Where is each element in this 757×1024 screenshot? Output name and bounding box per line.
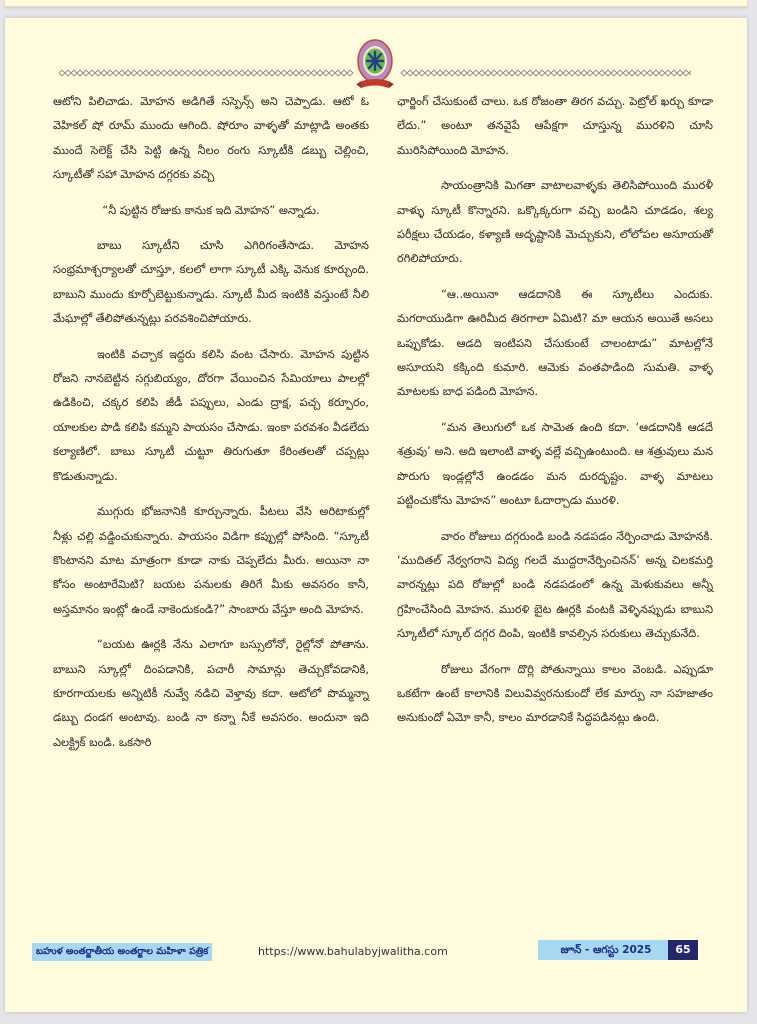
ornament-link xyxy=(605,70,611,76)
paragraph: రోజులు వేగంగా దొర్లి పోతున్నాయి కాలం వెంబడి. ఎప్పుడూ ఒకటేగా ఉంటే కాలానికి విలువివ్వరనుకుందో లేక మార్పు నా సహజాతం అనుకుందో ఏమో కానీ, కాలం మారడానికే సిద్ధపడినట్లు ఉంది. xyxy=(397,662,713,725)
ornament-link xyxy=(89,70,95,76)
ornament-link xyxy=(251,70,257,76)
paragraph: వారం రోజులు దగ్గరుండి బండి నడపడం నేర్పించాడు మోహనకి. ‘ముదితల్ నేర్వగరాని విద్య గలదే ముద్దరానేర్పించినన్’ అన్న చిలకమర్తి వారన్నట్లు పది రోజుల్లో బండి నడపడంలో ఉన్న మెళుకువలు అన్నీ గ్రహించేసింది మోహన. మురళి బైట ఊర్లకి వంటకి వెళ్ళినప్పుడు బాబుని స్కూటీలో స్కూల్ దగ్గర దింపి, ఇంటికి కావల్సిన సరుకులు తెచ్చుకునేది. xyxy=(397,529,713,641)
ornament-link xyxy=(65,70,71,76)
ornament-link xyxy=(671,70,677,76)
ornament-link xyxy=(515,70,521,76)
ornament-link xyxy=(503,70,509,76)
paragraph: సాయంత్రానికి మిగతా వాటాలవాళ్ళకు తెలిసిపోయింది మురళీ వాళ్ళు స్కూటీ కొన్నారని. ఒక్కొక్కరుగా వచ్చి బండిని చూడడం, శల్య పరీక్షలు చేయడం, కళ్యాణి అదృష్టానికి మెచ్చుకుని, లోలోపల అసూయతో రగిలిపోయారు. xyxy=(397,179,713,266)
ornament-link xyxy=(245,70,251,76)
ornament-link xyxy=(233,70,239,76)
ornament-link xyxy=(203,70,209,76)
ornament-link xyxy=(581,70,587,76)
ornament-link xyxy=(677,70,683,76)
ornament-link xyxy=(647,70,653,76)
ornament-link xyxy=(665,70,671,76)
magazine-page xyxy=(5,18,747,1012)
ornament-link xyxy=(221,70,227,76)
left-text-column xyxy=(53,90,369,766)
ornament-link xyxy=(563,70,569,76)
ornament-link xyxy=(173,70,179,76)
paragraph-dialogue: “నీ పుట్టిన రోజుకు కానుక ఇది మోహన” అన్నాడు. xyxy=(102,203,320,217)
ornament-link xyxy=(191,70,197,76)
ornament-link xyxy=(143,70,149,76)
ornament-link xyxy=(119,70,125,76)
ornament-link xyxy=(131,70,137,76)
ornament-link xyxy=(305,70,311,76)
magazine-emblem-icon xyxy=(353,36,397,92)
ornament-link xyxy=(473,70,479,76)
ornament-link xyxy=(449,70,455,76)
ornament-link xyxy=(257,70,263,76)
ornament-link xyxy=(155,70,161,76)
ornament-link xyxy=(569,70,575,76)
ornament-link xyxy=(113,70,119,76)
ornament-link xyxy=(545,70,551,76)
paragraph: ఆటోని పిలిచాడు. మోహన అడిగితే సస్పెన్స్ అని చెప్పాడు. ఆటో ఓ వెహికల్ షో రూమ్ ముందు ఆగింది. షోరూం వాళ్ళతో మాట్లాడి అంతకు ముందే సెలెక్ట్ చేసి పెట్టి ఉన్న నీలం రంగు స్కూటీకి డబ్బు చెల్లించి, స్కూటీతో సహా మోహన దగ్గరకు వచ్చి xyxy=(53,95,369,182)
previous-page-edge xyxy=(5,0,747,7)
website-url[interactable]: https://www.bahulabyjwalitha.com xyxy=(258,945,448,958)
ornament-link xyxy=(455,70,461,76)
ornament-link xyxy=(599,70,605,76)
ornament-link xyxy=(401,70,407,76)
ornament-link xyxy=(527,70,533,76)
right-text-column xyxy=(397,90,713,742)
ornament-link xyxy=(197,70,203,76)
ornament-link xyxy=(269,70,275,76)
ornament-link xyxy=(95,70,101,76)
ornament-link xyxy=(539,70,545,76)
ornament-link xyxy=(179,70,185,76)
ornament-link xyxy=(521,70,527,76)
ornament-link xyxy=(617,70,623,76)
ornament-link xyxy=(587,70,593,76)
ornament-link xyxy=(635,70,641,76)
ornament-link xyxy=(311,70,317,76)
ornament-link xyxy=(641,70,647,76)
paragraph: ఛార్జింగ్ చేసుకుంటే చాలు. ఒక రోజంతా తిరగ వచ్చు. పెట్రోల్ ఖర్చు కూడా లేదు.” అంటూ తనవైపే ఆపేక్షగా చూస్తున్న మురళిని చూసి మురిసిపోయింది మోహన. xyxy=(397,95,713,157)
ornament-link xyxy=(611,70,617,76)
ornament-link xyxy=(683,70,689,76)
ornament-link xyxy=(71,70,77,76)
ornament-link xyxy=(281,70,287,76)
ornament-link xyxy=(485,70,491,76)
ornament-link xyxy=(239,70,245,76)
ornament-link xyxy=(77,70,83,76)
ornament-link xyxy=(413,70,419,76)
paragraph: ముగ్గురు భోజనానికి కూర్చున్నారు. పీటలు వేసి అరిటాకుల్లో నీళ్లు చల్లి వడ్డించుకున్నారు. పాయసం విడిగా కప్పుల్లో పోసింది. “స్కూటీ కొంటానని మాట మాత్రంగా కూడా నాకు చెప్పలేదు మీరు. అయినా నా కోసం అంటారేమిటి? బయట పనులకు తిరిగే మీకు అవసరం కానీ, అస్తమానం ఇంట్లో ఉండే నాకెందుకండి?” సాంబారు వేస్తూ అంది మోహన. xyxy=(53,505,369,616)
ornament-link xyxy=(419,70,425,76)
ornament-link xyxy=(689,70,691,76)
ornament-link xyxy=(509,70,515,76)
ornament-link xyxy=(431,70,437,76)
ornament-link xyxy=(83,70,89,76)
ornament-link xyxy=(329,70,335,76)
ornament-link xyxy=(335,70,341,76)
ornament-link xyxy=(263,70,269,76)
ornament-link xyxy=(227,70,233,76)
ornament-link xyxy=(317,70,323,76)
page-number: 65 xyxy=(668,940,698,960)
paragraph: బాబు స్కూటీని చూసి ఎగిరిగంతేసాడు. మోహన సంభ్రమాశ్చర్యాలతో చూస్తూ, కలలో లాగా స్కూటీ ఎక్కి వెనుక కూర్చుంది. బాబుని ముందు కూర్చోబెట్టుకున్నాడు. స్కూటీ మీద ఇంటికి వస్తుంటే నీలి మేఘాల్లో తేలిపోతున్నట్లు పరవశించిపోయారు. xyxy=(53,239,369,326)
ornament-link xyxy=(149,70,155,76)
paragraph: “ఆ..అయినా ఆడదానికి ఈ స్కూటీలు ఎందుకు. మగరాయుడిగా ఊరిమీద తిరగాలా ఏమిటి? మా ఆయన అయితే అసలు ఒప్పుకోడు. ఆడది ఇంటిపని చేసుకుంటే చాలంటాడు” మాటల్లోనే అసూయని కక్కింది కుమారి. ఆమెకు వంతపాడింది సుమతి. వాళ్ళ మాటలకు బాధ పడింది మోహన. xyxy=(397,287,713,399)
paragraph: “బయట ఊర్లకి నేను ఎలాగూ బస్సులోనో, రైల్లోనో పోతాను. బాబుని స్కూల్లో దింపడానికి, పచారీ సామాన్లు తెచ్చుకోవడానికి, కూరగాయలకు అన్నిటికీ నువ్వే నడిచి వెళ్తావు కదా. ఆటోలో పొమ్మన్నా డబ్బు దండగ అంటావు. బండి నా కన్నా నీకే అవసరం. అందునా ఇది ఎలక్ట్రిక్ బండి. ఒకసారి xyxy=(53,638,369,749)
ornament-link xyxy=(209,70,215,76)
ornament-link xyxy=(593,70,599,76)
ornament-link xyxy=(437,70,443,76)
ornament-link xyxy=(497,70,503,76)
ornament-link xyxy=(341,70,347,76)
magazine-name-label: బహుళ అంతర్జాతీయ అంతర్జాల మహిళా పత్రిక xyxy=(32,943,212,961)
ornament-link xyxy=(137,70,143,76)
ornament-link xyxy=(653,70,659,76)
ornament-link xyxy=(623,70,629,76)
ornament-link xyxy=(461,70,467,76)
ornament-link xyxy=(299,70,305,76)
paragraph: ఇంటికి వచ్చాక ఇద్దరు కలిసి వంట చేసారు. మోహన పుట్టిన రోజని నానబెట్టిన సగ్గుబియ్యం, దోరగా వేయించిన సేమియాలు పాలల్లో ఉడికించి, చక్కర కలిపి జీడీ పప్పులు, ఎండు ద్రాక్ష, పచ్చ కర్పూరం, యాలకుల పొడి కలిపి కమ్మని పాయసం చేసాడు. ఇంకా పరవశం వీడలేదు కల్యాణిలో. బాబు స్కూటీ చుట్టూ తిరుగుతూ కేరింతలతో చప్పట్లు కొడుతున్నాడు. xyxy=(53,347,369,483)
ornament-link xyxy=(107,70,113,76)
ornament-link xyxy=(533,70,539,76)
ornament-link xyxy=(491,70,497,76)
paragraph: “మన తెలుగులో ఒక సామెత ఉంది కదా. ‘ఆడదానికి ఆడదే శత్రువు’ అని. అది ఇలాంటి వాళ్ళ వల్లే వచ్చిఉంటుంది. ఆ శత్రువులు మన పొరుగు ఇండ్లల్లోనే ఉండడం మన దురదృష్టం. వాళ్ళ మాటలు పట్టించుకోను మోహన” అంటూ ఓదార్చాడు మురళి. xyxy=(397,420,713,508)
ornament-link xyxy=(275,70,281,76)
ornament-link xyxy=(629,70,635,76)
ornament-link xyxy=(659,70,665,76)
ornament-link xyxy=(443,70,449,76)
ornament-link xyxy=(59,70,65,76)
ornament-link xyxy=(215,70,221,76)
ornament-link xyxy=(575,70,581,76)
issue-date-label: జూన్ - ఆగస్టు 2025 xyxy=(538,940,674,960)
ornament-link xyxy=(293,70,299,76)
ornament-link xyxy=(101,70,107,76)
ornament-link xyxy=(287,70,293,76)
ornament-link xyxy=(407,70,413,76)
ornament-link xyxy=(479,70,485,76)
ornament-link xyxy=(185,70,191,76)
ornament-link xyxy=(551,70,557,76)
ornament-link xyxy=(167,70,173,76)
ornament-link xyxy=(323,70,329,76)
ornament-link xyxy=(425,70,431,76)
ornament-link xyxy=(557,70,563,76)
ornament-link xyxy=(125,70,131,76)
ornament-link xyxy=(467,70,473,76)
ornament-link xyxy=(161,70,167,76)
